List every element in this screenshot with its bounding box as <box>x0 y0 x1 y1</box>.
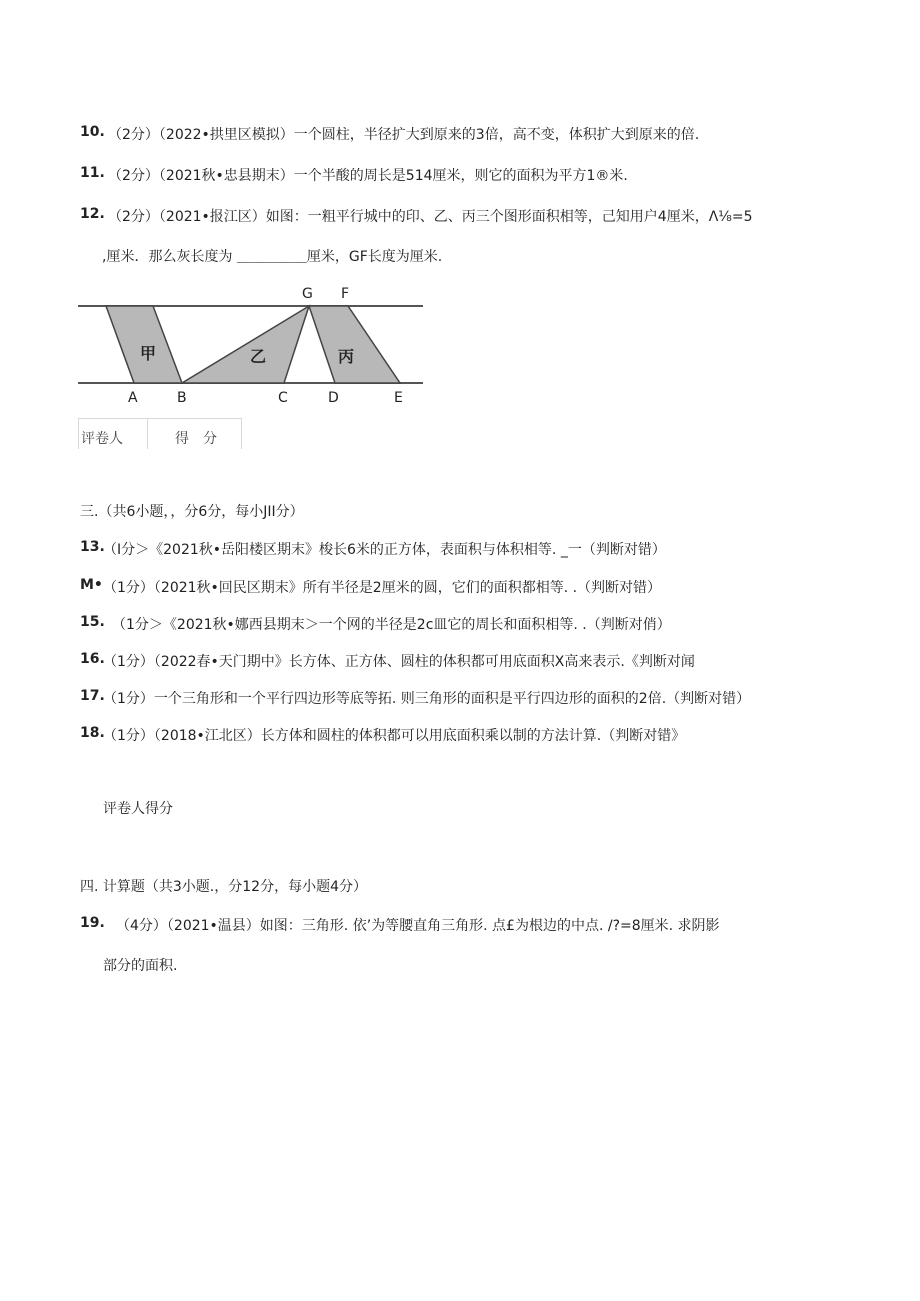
question-number: 16. <box>80 651 105 667</box>
parallel-lines-figure <box>78 282 428 407</box>
label-f: F <box>341 286 350 302</box>
question-number: 10. <box>80 124 105 140</box>
question-text: （1分）（2021秋•回民区期末》所有半径是2厘米的圆，它们的面积都相等. .（判断对错） <box>103 580 662 596</box>
label-c: C <box>278 390 288 406</box>
label-e: E <box>394 390 403 406</box>
question-text: （2分）（2021秋•忠县期末）一个半酸的周长是514厘米，则它的面积为平方1®米. <box>108 168 628 184</box>
question-text: （2分）（2021•报江区）如图：一粗平行城中的印、乙、丙三个图形面积相等，己知用户4厘米，Λ⅛=5 <box>108 209 753 225</box>
label-g: G <box>302 286 313 302</box>
question-text: （1分）（2018•江北区）长方体和圆柱的体积都可以用底面积乘以制的方法计算.（判断对错》 <box>103 728 686 744</box>
label-bing: 丙 <box>338 347 355 366</box>
score-line: 评卷人得分 <box>103 801 173 817</box>
score-box-score-label: 得 分 <box>175 431 217 447</box>
question-number: 18. <box>80 725 105 741</box>
question-text: （1分）一个三角形和一个平行四边形等底等拓. 则三角形的面积是平行四边形的面积的2倍.（判断对错） <box>103 691 751 707</box>
question-number: 17. <box>80 688 105 704</box>
label-a: A <box>128 390 138 406</box>
score-box-divider <box>147 419 148 449</box>
label-d: D <box>328 390 339 406</box>
question-text-continued: 部分的面积. <box>103 958 178 974</box>
question-text: （2分）（2022•拱里区模拟）一个圆柱，半径扩大到原来的3倍，高不变，体积扩大到原来的倍. <box>108 127 700 143</box>
question-number: 15. <box>80 614 105 630</box>
question-text: （1分＞《2021秋•娜西县期末＞一个网的半径是2c皿它的周长和面积相等. .（判断对俏） <box>112 617 671 633</box>
question-text: （4分）（2021•温县）如图：三角形. 依’为等腰直角三角形. 点£为根边的中点. /?=8厘米. 求阴影 <box>116 918 720 934</box>
section-4-heading: 四. 计算题（共3小题.，分12分，每小题4分） <box>80 879 367 895</box>
question-number: 13. <box>80 539 105 555</box>
question-number: 12. <box>80 206 105 222</box>
question-text: （1分）（2022春•天门期中》长方体、正方体、圆柱的体积都可用底面积X高来表示.《判断对闻 <box>103 654 695 670</box>
question-number: 19. <box>80 915 105 931</box>
question-number: M• <box>80 577 103 593</box>
question-text: （I分＞《2021秋•岳阳楼区期末》梭长6米的正方体，表面积与体积相等. _一（判断对错） <box>103 542 666 558</box>
shape-bing <box>309 306 400 383</box>
score-box <box>78 418 242 449</box>
section-3-heading: 三.（共6小题，，分6分，每小JII分） <box>80 504 304 520</box>
question-text-continued: ,厘米．那么灰长度为 ＿＿＿＿＿厘米，GF长度为厘米. <box>102 249 443 265</box>
question-number: 11. <box>80 165 105 181</box>
label-yi: 乙 <box>250 347 267 366</box>
label-jia: 甲 <box>140 344 157 363</box>
shape-yi <box>182 306 309 383</box>
label-b: B <box>177 390 187 406</box>
score-box-grader-label: 评卷人 <box>81 431 123 447</box>
